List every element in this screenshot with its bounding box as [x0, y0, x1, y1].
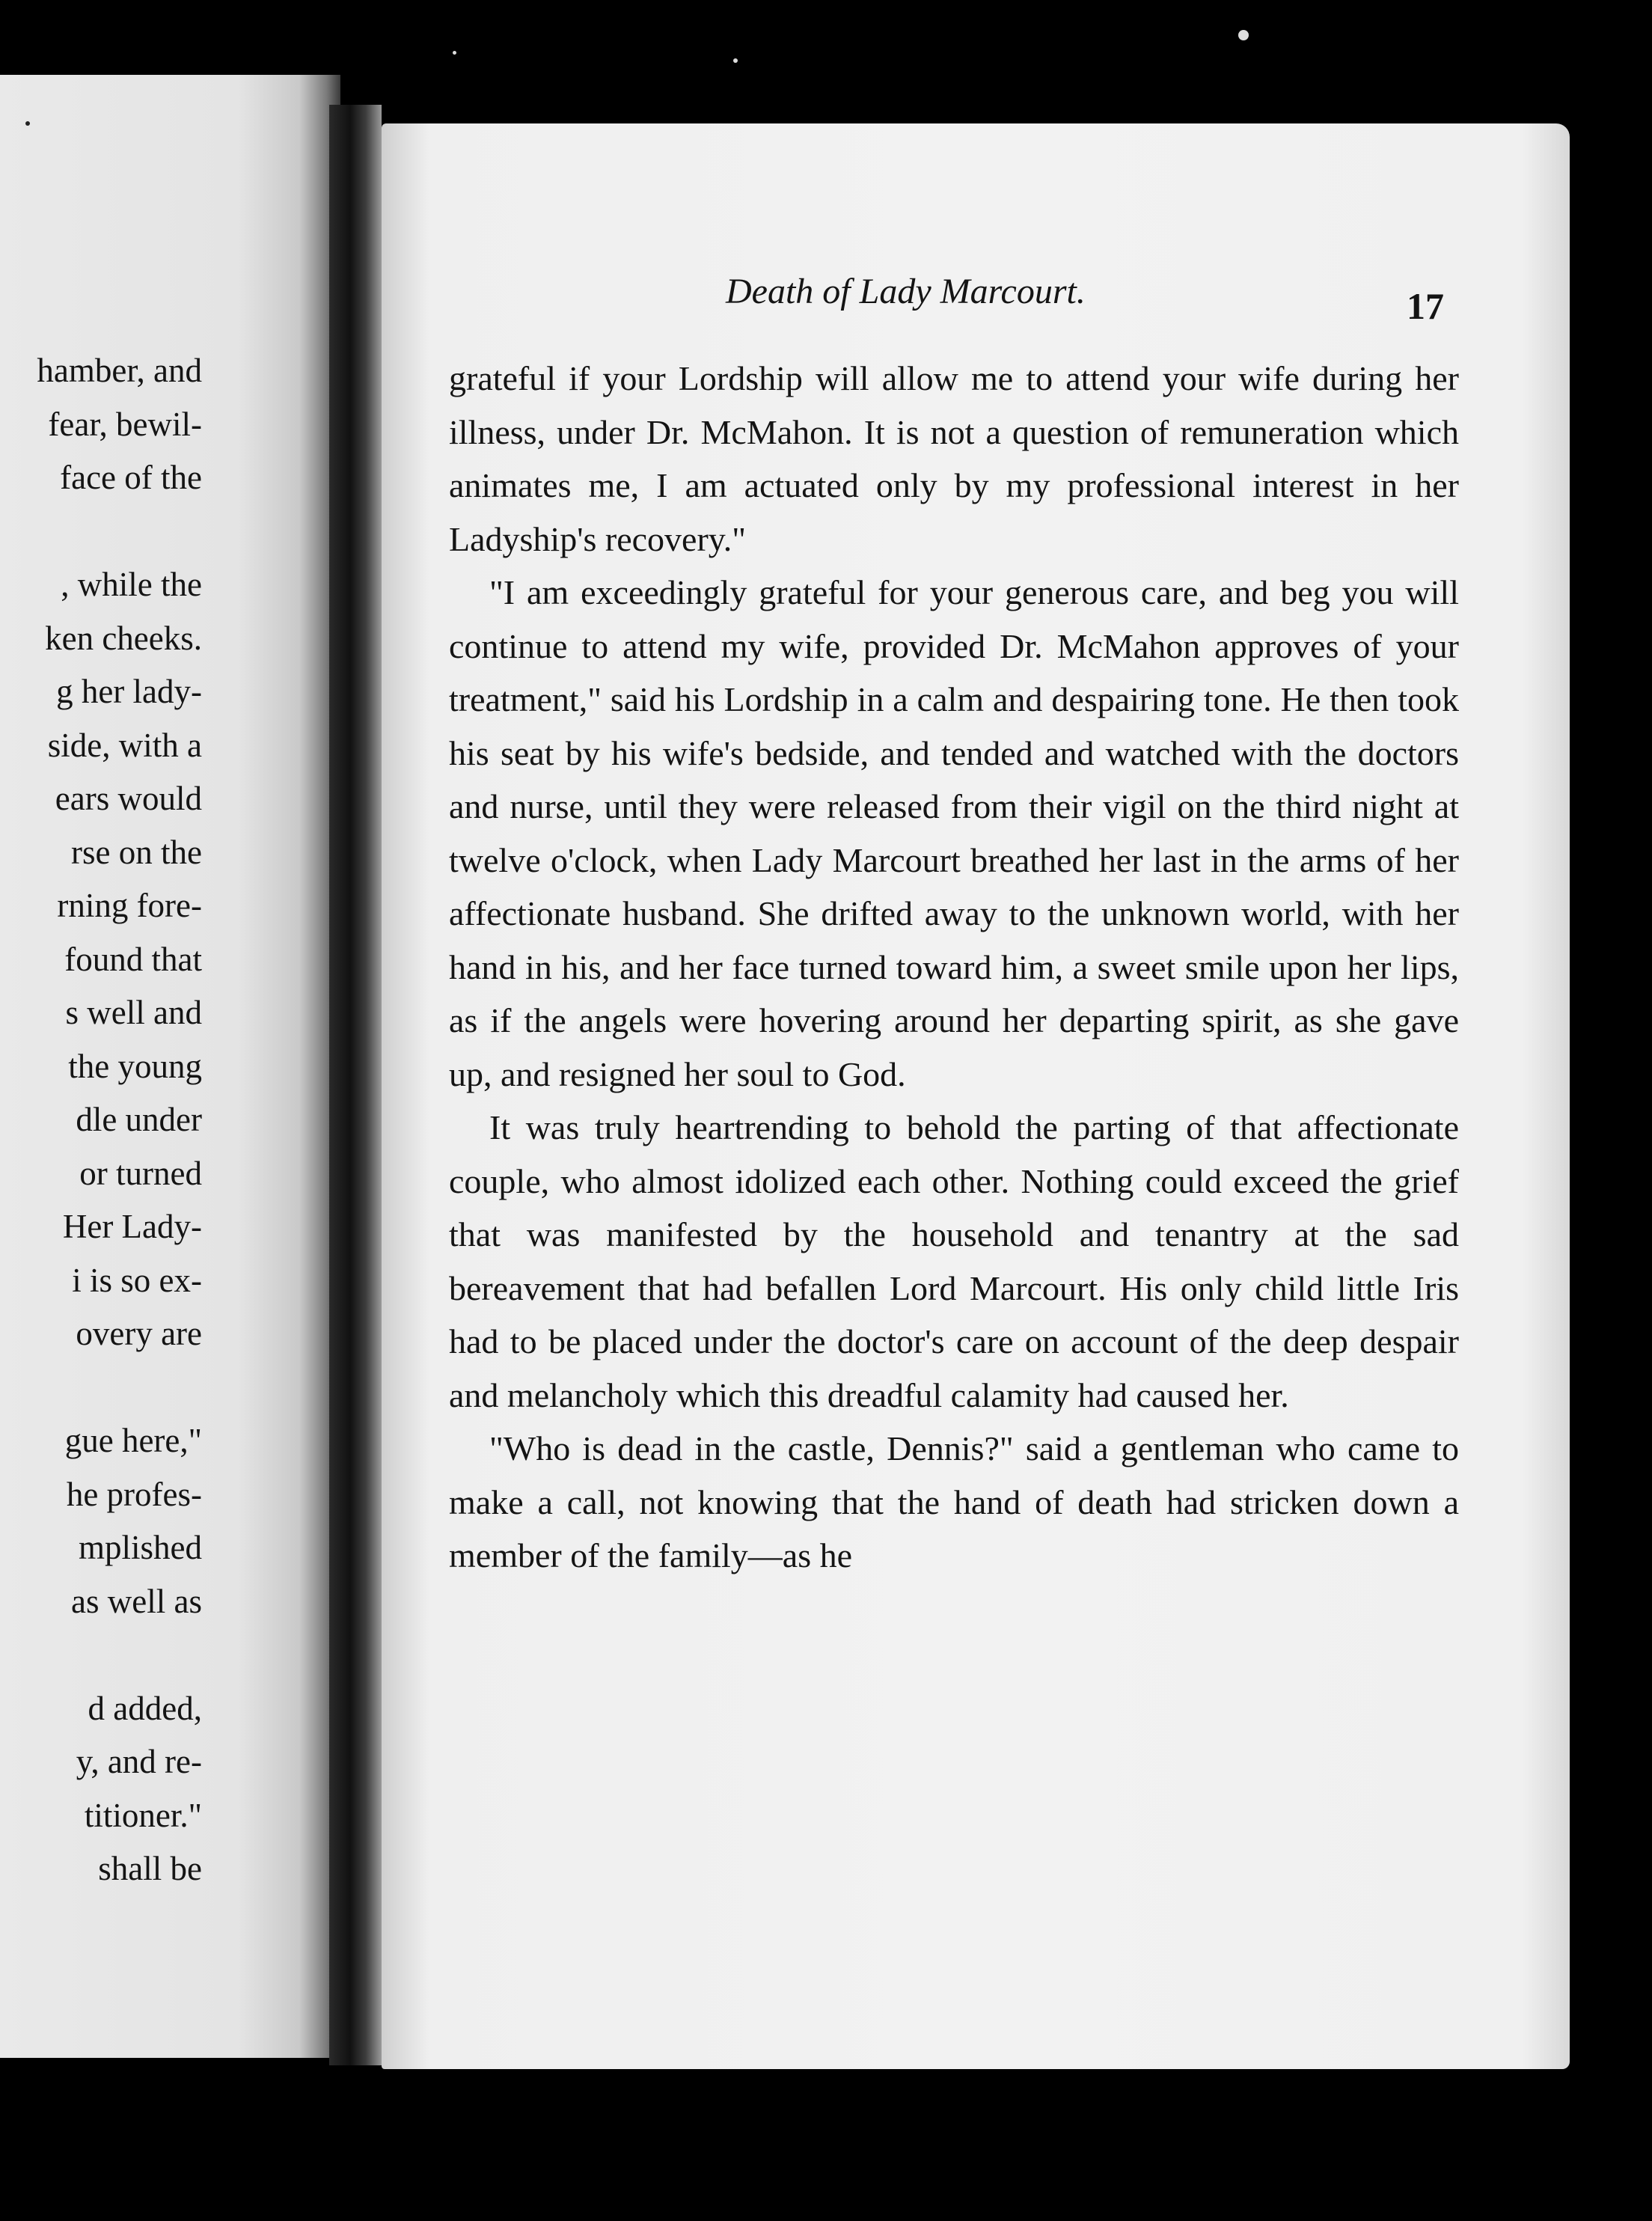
ink-mark [25, 121, 30, 126]
left-line: d added, [88, 1689, 202, 1727]
left-line: rning fore- [57, 887, 202, 924]
left-line: he profes- [66, 1475, 202, 1513]
left-page-text [0, 344, 202, 1896]
paragraph: "Who is dead in the castle, Dennis?" said a gentleman who came to make a call, not knowing that the hand of death had stricken down a member of the family—as he [449, 1429, 1459, 1574]
left-line: Her Lady- [62, 1208, 202, 1245]
left-line: i is so ex- [72, 1261, 202, 1299]
left-line: rse on the [71, 833, 202, 871]
body-text [449, 352, 1459, 1583]
left-line: y, and re- [76, 1743, 202, 1780]
left-line: or turned [79, 1154, 202, 1192]
left-line: g her lady- [56, 673, 202, 710]
paragraph: "I am exceedingly grateful for your generous care, and beg you will continue to attend my wife, provided Dr. McMahon approves of your treatment," said his Lordship in a calm and despairing tone. He then took his seat by his wife's bedside, and tended and watched with the doctors and nurse, until they were released from their vigil on the third night at twelve o'clock, when Lady Marcourt breathed her last in the arms of her affectionate husband. She drifted away to the unknown world, with her hand in his, and her face turned toward him, a sweet smile upon her lips, as if the angels were hovering around her departing spirit, as she gave up, and resigned her soul to God. [449, 573, 1459, 1093]
left-line: face of the [60, 459, 202, 496]
left-line: ken cheeks. [45, 619, 202, 657]
left-line: dle under [76, 1101, 202, 1138]
left-line: overy are [76, 1315, 202, 1352]
dust-speck [1238, 30, 1249, 40]
dust-speck [733, 58, 738, 63]
left-page [0, 75, 340, 2058]
left-line: as well as [71, 1582, 202, 1620]
left-line: the young [68, 1047, 202, 1085]
left-line: , while the [61, 566, 202, 603]
book-gutter [329, 105, 382, 2065]
left-line: ears would [55, 780, 202, 817]
left-line: s well and [65, 994, 202, 1031]
left-line: fear, bewil- [48, 405, 202, 443]
paragraph: grateful if your Lordship will allow me to attend your wife during her illness, under Dr. McMahon. It is not a question of remuneration which animates me, I am actuated only by my professional interest in her Ladyship's recovery." [449, 359, 1459, 558]
left-line [0, 1361, 202, 1415]
left-line: shall be [98, 1850, 202, 1887]
left-line: gue here," [64, 1422, 202, 1459]
left-line [0, 1628, 202, 1682]
paragraph: It was truly heartrending to behold the parting of that affectionate couple, who almost idolized each other. Nothing could exceed the grief that was manifested by the household and tenantry at the sad bereavement that had befallen Lord Marcourt. His only child little Iris had to be placed under the doctor's care on account of the deep despair and melancholy which this dreadful calamity had caused her. [449, 1108, 1459, 1414]
left-line: side, with a [47, 726, 202, 764]
left-line: found that [64, 940, 202, 978]
left-line: titioner." [84, 1796, 202, 1834]
dust-speck [453, 51, 456, 55]
left-line [0, 505, 202, 559]
left-line: hamber, and [37, 352, 202, 389]
left-line: mplished [79, 1529, 202, 1566]
page-number: 17 [1407, 285, 1444, 327]
running-head: Death of Lady Marcourt. [726, 272, 1086, 311]
